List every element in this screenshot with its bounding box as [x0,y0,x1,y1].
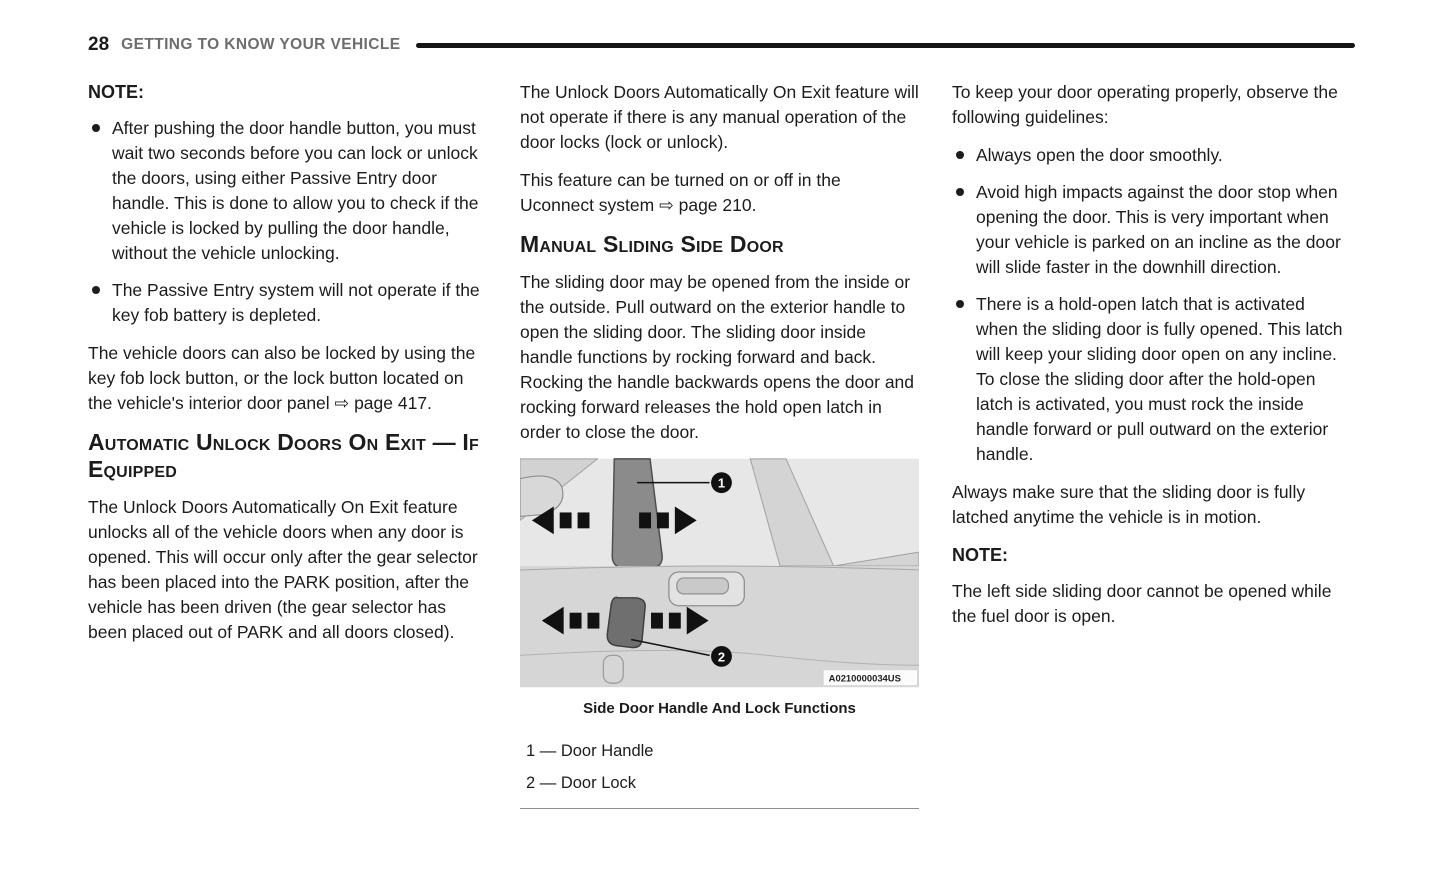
bullet-item: There is a hold-open latch that is activated when the sliding door is fully opened. This latch will keep your sliding door open on any incline. To close the sliding door after the hold-open latch is activated, you must rock the inside handle forward or pull outward on the exterior handle. [976,292,1351,467]
column-left [88,80,487,809]
header-rule [416,43,1355,48]
svg-text:2: 2 [717,649,726,665]
legend-item: 1 — Door Handle [526,741,654,760]
page-number: 28 [88,34,110,55]
door-lock [607,598,645,648]
door-handle [669,572,744,606]
svg-text:1: 1 [717,475,726,491]
bullet-item: Always open the door smoothly. [976,143,1351,168]
bullet-list [952,143,1351,467]
paragraph: The Unlock Doors Automatically On Exit feature unlocks all of the vehicle doors when any door is opened. This will occur only after the gear selector has been placed into the PARK position, after the vehicle has been driven (the gear selector has been placed out of PARK and all doors closed). [88,497,478,643]
paragraph: Always make sure that the sliding door is fully latched anytime the vehicle is in motion. [952,482,1306,528]
figure-side-door [520,458,919,719]
side-door-illustration [520,458,919,688]
bullet-item: Avoid high impacts against the door stop when opening the door. This is very important when your vehicle is parked on an incline as the door will slide faster in the downhill direction. [976,180,1351,280]
paragraph: To keep your door operating properly, observe the following guidelines: [952,82,1338,128]
paragraph: The vehicle doors can also be locked by using the key fob lock button, or the lock button located on the vehicle's interior door panel ⇨ page 417. [88,342,476,413]
watermark-label [824,671,917,686]
bullet-item: After pushing the door handle button, you must wait two seconds before you can lock or unlock the doors, using either Passive Entry door handle. This is done to allow you to check if the vehicle is locked by pulling the door handle, without the vehicle unlocking. [112,116,487,266]
column-right [952,80,1351,809]
note-label: NOTE: [952,545,1008,566]
section-heading-automatic-unlock-doors: Automatic Unlock Doors On Exit — If Equipped [88,428,479,483]
section-title: GETTING TO KNOW YOUR VEHICLE [121,36,401,53]
bullet-list [88,116,487,328]
note-label: NOTE: [88,82,144,102]
section-heading-manual-sliding-side-door: Manual Sliding Side Door [520,231,784,258]
figure-caption: Side Door Handle And Lock Functions [583,700,856,718]
page-header [88,34,1355,56]
paragraph: The left side sliding door cannot be opened while the fuel door is open. [952,580,1332,626]
bullet-item: The Passive Entry system will not operate if the key fob battery is depleted. [112,278,487,328]
column-middle [520,80,919,809]
svg-text:A0210000034US: A0210000034US [828,672,901,684]
content-columns [88,80,1355,809]
paragraph: This feature can be turned on or off in the Uconnect system ⇨ page 210. [520,170,841,216]
legend-item: 2 — Door Lock [526,774,637,793]
figure-legend [520,740,919,809]
paragraph: The sliding door may be opened from the inside or the outside. Pull outward on the exterior handle to open the sliding door. The sliding door inside handle functions by rocking forward and back. Rocking the handle backwards opens the door and rocking forward releases the hold open latch in order to close the door. [520,272,915,443]
paragraph: The Unlock Doors Automatically On Exit feature will not operate if there is any manual operation of the door locks (lock or unlock). [520,82,919,153]
